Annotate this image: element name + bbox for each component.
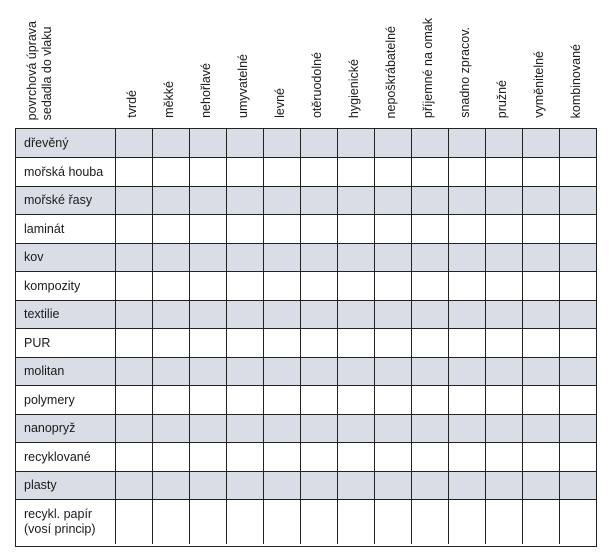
table-cell bbox=[523, 215, 560, 243]
table-cell bbox=[301, 472, 338, 499]
table-cell bbox=[153, 244, 190, 271]
table-cell bbox=[264, 215, 301, 243]
table-cell bbox=[560, 272, 596, 300]
table-cell bbox=[264, 272, 301, 300]
table-cell bbox=[301, 358, 338, 385]
table-cell bbox=[449, 472, 486, 499]
table-cell bbox=[153, 301, 190, 328]
table-cell bbox=[486, 472, 523, 499]
table-cell bbox=[153, 158, 190, 186]
table-cell bbox=[153, 129, 190, 157]
column-header bbox=[263, 0, 300, 128]
table-cell bbox=[227, 329, 264, 357]
table-cell bbox=[301, 215, 338, 243]
table-cell bbox=[338, 472, 375, 499]
table-cell bbox=[227, 358, 264, 385]
table-cell bbox=[153, 215, 190, 243]
table-cell bbox=[375, 472, 412, 499]
table-cell bbox=[523, 301, 560, 328]
table-row bbox=[16, 499, 596, 544]
table-cell bbox=[560, 187, 596, 214]
table-cell bbox=[338, 329, 375, 357]
table-cell bbox=[523, 386, 560, 414]
table-cell bbox=[301, 158, 338, 186]
table-cell bbox=[264, 301, 301, 328]
table-cell bbox=[116, 129, 153, 157]
table-cell bbox=[190, 215, 227, 243]
table-cell bbox=[116, 244, 153, 271]
material-properties-table bbox=[15, 0, 597, 547]
table-cell bbox=[523, 158, 560, 186]
table-cell bbox=[375, 129, 412, 157]
table-cell bbox=[190, 472, 227, 499]
table-cell bbox=[412, 500, 449, 544]
table-cell bbox=[301, 415, 338, 442]
column-header bbox=[411, 0, 448, 128]
table-cell bbox=[153, 500, 190, 544]
table-cell bbox=[338, 187, 375, 214]
table-cell bbox=[560, 129, 596, 157]
table-cell bbox=[449, 272, 486, 300]
table-cell bbox=[338, 301, 375, 328]
table-row bbox=[16, 442, 596, 471]
table-cell bbox=[153, 329, 190, 357]
table-cell bbox=[560, 215, 596, 243]
table-cell bbox=[375, 386, 412, 414]
table-cell bbox=[560, 329, 596, 357]
table-cell bbox=[412, 415, 449, 442]
table-cell bbox=[523, 272, 560, 300]
table-row bbox=[16, 414, 596, 442]
table-cell bbox=[412, 358, 449, 385]
table-cell bbox=[116, 472, 153, 499]
row-label: kov bbox=[16, 244, 116, 271]
table-cell bbox=[375, 158, 412, 186]
table-cell bbox=[153, 472, 190, 499]
table-cell bbox=[449, 415, 486, 442]
table-cell bbox=[301, 272, 338, 300]
table-cell bbox=[264, 244, 301, 271]
table-cell bbox=[560, 443, 596, 471]
table-cell bbox=[227, 301, 264, 328]
table-cell bbox=[227, 500, 264, 544]
table-cell bbox=[375, 301, 412, 328]
column-header bbox=[226, 0, 263, 128]
table-cell bbox=[190, 187, 227, 214]
row-label: plasty bbox=[16, 472, 116, 499]
table-cell bbox=[560, 358, 596, 385]
table-cell bbox=[116, 500, 153, 544]
table-cell bbox=[116, 301, 153, 328]
table-row bbox=[16, 328, 596, 357]
table-cell bbox=[486, 386, 523, 414]
table-cell bbox=[153, 415, 190, 442]
table-cell bbox=[264, 443, 301, 471]
table-cell bbox=[449, 187, 486, 214]
row-label: recykl. papír (vosí princip) bbox=[16, 500, 116, 544]
table-cell bbox=[227, 386, 264, 414]
table-cell bbox=[412, 129, 449, 157]
table-cell bbox=[301, 129, 338, 157]
table-cell bbox=[449, 129, 486, 157]
table-row bbox=[16, 214, 596, 243]
column-header bbox=[522, 0, 559, 128]
table-cell bbox=[116, 358, 153, 385]
corner-header bbox=[15, 0, 115, 128]
table-cell bbox=[486, 272, 523, 300]
table-cell bbox=[264, 358, 301, 385]
table-cell bbox=[301, 500, 338, 544]
table-cell bbox=[486, 500, 523, 544]
table-cell bbox=[523, 500, 560, 544]
row-label: PUR bbox=[16, 329, 116, 357]
table-cell bbox=[301, 244, 338, 271]
table-row bbox=[16, 243, 596, 271]
column-header-label: vyměnitelné bbox=[532, 51, 546, 118]
table-cell bbox=[227, 215, 264, 243]
table-row bbox=[16, 271, 596, 300]
row-label: kompozity bbox=[16, 272, 116, 300]
table-cell bbox=[412, 386, 449, 414]
column-header-label: tvrdé bbox=[125, 90, 139, 118]
row-label: recyklované bbox=[16, 443, 116, 471]
table-cell bbox=[227, 272, 264, 300]
table-cell bbox=[116, 215, 153, 243]
table-cell bbox=[227, 443, 264, 471]
table-cell bbox=[190, 358, 227, 385]
table-cell bbox=[190, 329, 227, 357]
row-label: dřevěný bbox=[16, 129, 116, 157]
table-cell bbox=[523, 443, 560, 471]
table-cell bbox=[375, 272, 412, 300]
table-row bbox=[16, 186, 596, 214]
column-header bbox=[300, 0, 337, 128]
table-cell bbox=[190, 129, 227, 157]
table-cell bbox=[301, 187, 338, 214]
column-header-label: umyvatelné bbox=[236, 54, 250, 118]
table-cell bbox=[412, 215, 449, 243]
table-cell bbox=[375, 329, 412, 357]
table-cell bbox=[116, 329, 153, 357]
table-cell bbox=[412, 443, 449, 471]
column-header bbox=[152, 0, 189, 128]
table-cell bbox=[264, 500, 301, 544]
table-cell bbox=[523, 244, 560, 271]
table-cell bbox=[190, 386, 227, 414]
table-cell bbox=[301, 329, 338, 357]
table-row bbox=[16, 385, 596, 414]
row-label: polymery bbox=[16, 386, 116, 414]
table-cell bbox=[116, 415, 153, 442]
column-header bbox=[374, 0, 411, 128]
table-grid bbox=[15, 128, 597, 547]
table-cell bbox=[486, 329, 523, 357]
column-header bbox=[337, 0, 374, 128]
table-cell bbox=[301, 443, 338, 471]
table-cell bbox=[338, 386, 375, 414]
table-cell bbox=[486, 358, 523, 385]
table-cell bbox=[375, 500, 412, 544]
row-label: nanopryž bbox=[16, 415, 116, 442]
table-cell bbox=[486, 158, 523, 186]
table-row bbox=[16, 471, 596, 499]
table-cell bbox=[412, 187, 449, 214]
table-cell bbox=[412, 272, 449, 300]
column-header-label: nehořlavé bbox=[199, 63, 213, 118]
table-cell bbox=[116, 272, 153, 300]
table-cell bbox=[486, 443, 523, 471]
table-cell bbox=[412, 244, 449, 271]
table-cell bbox=[264, 329, 301, 357]
table-cell bbox=[116, 158, 153, 186]
table-cell bbox=[449, 244, 486, 271]
column-header-label: příjemné na omak bbox=[421, 17, 435, 118]
table-cell bbox=[190, 301, 227, 328]
table-cell bbox=[486, 129, 523, 157]
table-cell bbox=[338, 443, 375, 471]
table-cell bbox=[486, 415, 523, 442]
table-cell bbox=[116, 443, 153, 471]
table-cell bbox=[560, 472, 596, 499]
table-cell bbox=[523, 358, 560, 385]
table-cell bbox=[153, 187, 190, 214]
table-cell bbox=[338, 358, 375, 385]
table-cell bbox=[227, 187, 264, 214]
table-cell bbox=[449, 329, 486, 357]
column-header-label: nepoškrábatelné bbox=[384, 25, 398, 118]
table-cell bbox=[116, 187, 153, 214]
table-cell bbox=[264, 158, 301, 186]
table-cell bbox=[412, 158, 449, 186]
column-header-label: pružné bbox=[495, 79, 509, 118]
table-cell bbox=[190, 244, 227, 271]
column-header-label: hygienické bbox=[347, 58, 361, 118]
table-cell bbox=[375, 187, 412, 214]
table-cell bbox=[153, 386, 190, 414]
table-cell bbox=[449, 500, 486, 544]
table-cell bbox=[264, 386, 301, 414]
table-cell bbox=[375, 358, 412, 385]
table-cell bbox=[301, 386, 338, 414]
table-cell bbox=[375, 443, 412, 471]
table-cell bbox=[338, 215, 375, 243]
column-header-label: otěruodolné bbox=[310, 51, 324, 118]
table-cell bbox=[449, 443, 486, 471]
table-cell bbox=[264, 129, 301, 157]
table-cell bbox=[560, 500, 596, 544]
table-cell bbox=[190, 443, 227, 471]
column-header bbox=[189, 0, 226, 128]
table-cell bbox=[338, 272, 375, 300]
table-cell bbox=[375, 244, 412, 271]
table-cell bbox=[449, 358, 486, 385]
table-row bbox=[16, 357, 596, 385]
table-cell bbox=[523, 329, 560, 357]
table-cell bbox=[190, 500, 227, 544]
table-cell bbox=[486, 187, 523, 214]
table-cell bbox=[301, 301, 338, 328]
table-cell bbox=[449, 301, 486, 328]
table-cell bbox=[264, 415, 301, 442]
table-cell bbox=[338, 500, 375, 544]
table-cell bbox=[449, 386, 486, 414]
table-cell bbox=[338, 129, 375, 157]
column-header-label: snadno zpracov. bbox=[458, 27, 472, 118]
table-cell bbox=[264, 472, 301, 499]
table-cell bbox=[523, 129, 560, 157]
table-cell bbox=[190, 415, 227, 442]
table-cell bbox=[560, 301, 596, 328]
table-cell bbox=[486, 244, 523, 271]
table-cell bbox=[227, 158, 264, 186]
column-header-label: levné bbox=[273, 88, 287, 118]
table-cell bbox=[412, 329, 449, 357]
table-cell bbox=[560, 415, 596, 442]
table-cell bbox=[190, 272, 227, 300]
table-cell bbox=[338, 158, 375, 186]
table-cell bbox=[264, 187, 301, 214]
table-cell bbox=[190, 158, 227, 186]
table-cell bbox=[523, 187, 560, 214]
row-label: textilie bbox=[16, 301, 116, 328]
row-label: molitan bbox=[16, 358, 116, 385]
column-header-label: kombinované bbox=[569, 43, 583, 118]
column-header bbox=[485, 0, 522, 128]
table-cell bbox=[153, 443, 190, 471]
column-header-label: měkké bbox=[162, 81, 176, 118]
table-cell bbox=[523, 415, 560, 442]
column-header bbox=[448, 0, 485, 128]
table-cell bbox=[375, 415, 412, 442]
table-cell bbox=[227, 472, 264, 499]
table-cell bbox=[412, 472, 449, 499]
table-row bbox=[16, 300, 596, 328]
table-cell bbox=[560, 244, 596, 271]
table-cell bbox=[412, 301, 449, 328]
table-cell bbox=[153, 272, 190, 300]
table-cell bbox=[449, 158, 486, 186]
table-cell bbox=[486, 301, 523, 328]
table-cell bbox=[338, 415, 375, 442]
row-label: mořské řasy bbox=[16, 187, 116, 214]
row-label: laminát bbox=[16, 215, 116, 243]
table-cell bbox=[153, 358, 190, 385]
column-header bbox=[115, 0, 152, 128]
table-cell bbox=[560, 158, 596, 186]
table-row bbox=[16, 129, 596, 157]
column-header bbox=[559, 0, 596, 128]
table-cell bbox=[227, 244, 264, 271]
table-cell bbox=[227, 129, 264, 157]
table-cell bbox=[486, 215, 523, 243]
table-cell bbox=[449, 215, 486, 243]
table-cell bbox=[375, 215, 412, 243]
table-cell bbox=[523, 472, 560, 499]
table-cell bbox=[338, 244, 375, 271]
table-cell bbox=[560, 386, 596, 414]
table-row bbox=[16, 157, 596, 186]
table-cell bbox=[116, 386, 153, 414]
row-label: mořská houba bbox=[16, 158, 116, 186]
corner-header-label: povrchová úprava sedadla do vlaku bbox=[25, 20, 54, 120]
table-cell bbox=[227, 415, 264, 442]
